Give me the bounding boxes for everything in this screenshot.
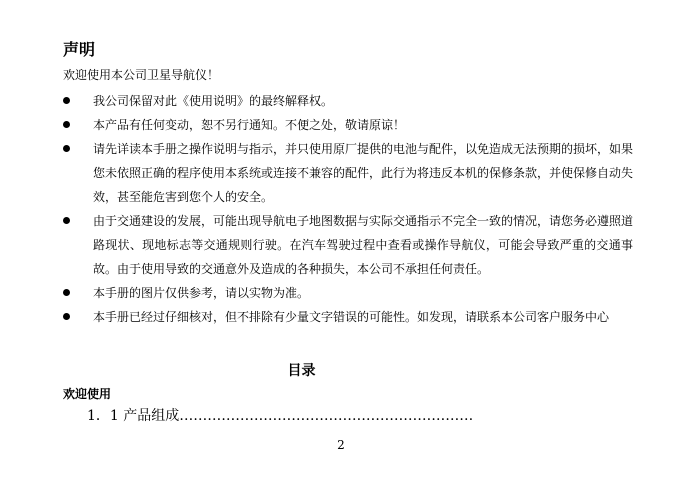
- list-item-text: 本产品有任何变动，恕不另行通知。不便之处，敬请原谅！: [93, 118, 406, 132]
- list-item: [63, 281, 633, 305]
- toc-heading: 目录: [287, 363, 316, 379]
- bullet-icon: [63, 313, 70, 320]
- list-item: [63, 89, 633, 113]
- statement-heading: 声明: [63, 40, 96, 59]
- list-item: [63, 113, 633, 137]
- list-item: [63, 209, 633, 281]
- toc-entry[interactable]: 1．1 产品组成………………………………………………………: [87, 408, 474, 424]
- bullet-icon: [63, 97, 70, 104]
- statement-list: [63, 89, 633, 329]
- list-item: [63, 305, 633, 329]
- list-item-text: 本手册的图片仅供参考，请以实物为准。: [93, 286, 310, 300]
- list-item: [63, 137, 633, 209]
- bullet-icon: [63, 145, 70, 152]
- list-item-text: 由于交通建设的发展，可能出现导航电子地图数据与实际交通指示不完全一致的情况，请您务必遵照道路现状、现地标志等交通规则行驶。在汽车驾驶过程中查看或操作导航仪，可能会导致严重的交通事故。由于使用导致的交通意外及造成的各种损失，本公司不承担任何责任。: [93, 214, 634, 276]
- bullet-icon: [63, 217, 70, 224]
- bullet-icon: [63, 289, 70, 296]
- list-item-text: 我公司保留对此《使用说明》的最终解释权。: [93, 94, 334, 108]
- toc-section-heading: 欢迎使用: [63, 387, 112, 401]
- list-item-text: 请先详读本手册之操作说明与指示，并只使用原厂提供的电池与配件，以免造成无法预期的损坏，如果您未依照正确的程序使用本系统或连接不兼容的配件，此行为将违反本机的保修条款，并使保修自动失效，甚至能危害到您个人的安全。: [93, 142, 634, 204]
- page-number: 2: [337, 438, 345, 452]
- bullet-icon: [63, 121, 70, 128]
- list-item-text: 本手册已经过仔细核对，但不排除有少量文字错误的可能性。如发现，请联系本公司客户服务中心: [93, 310, 610, 324]
- welcome-line: 欢迎使用本公司卫星导航仪！: [63, 68, 220, 82]
